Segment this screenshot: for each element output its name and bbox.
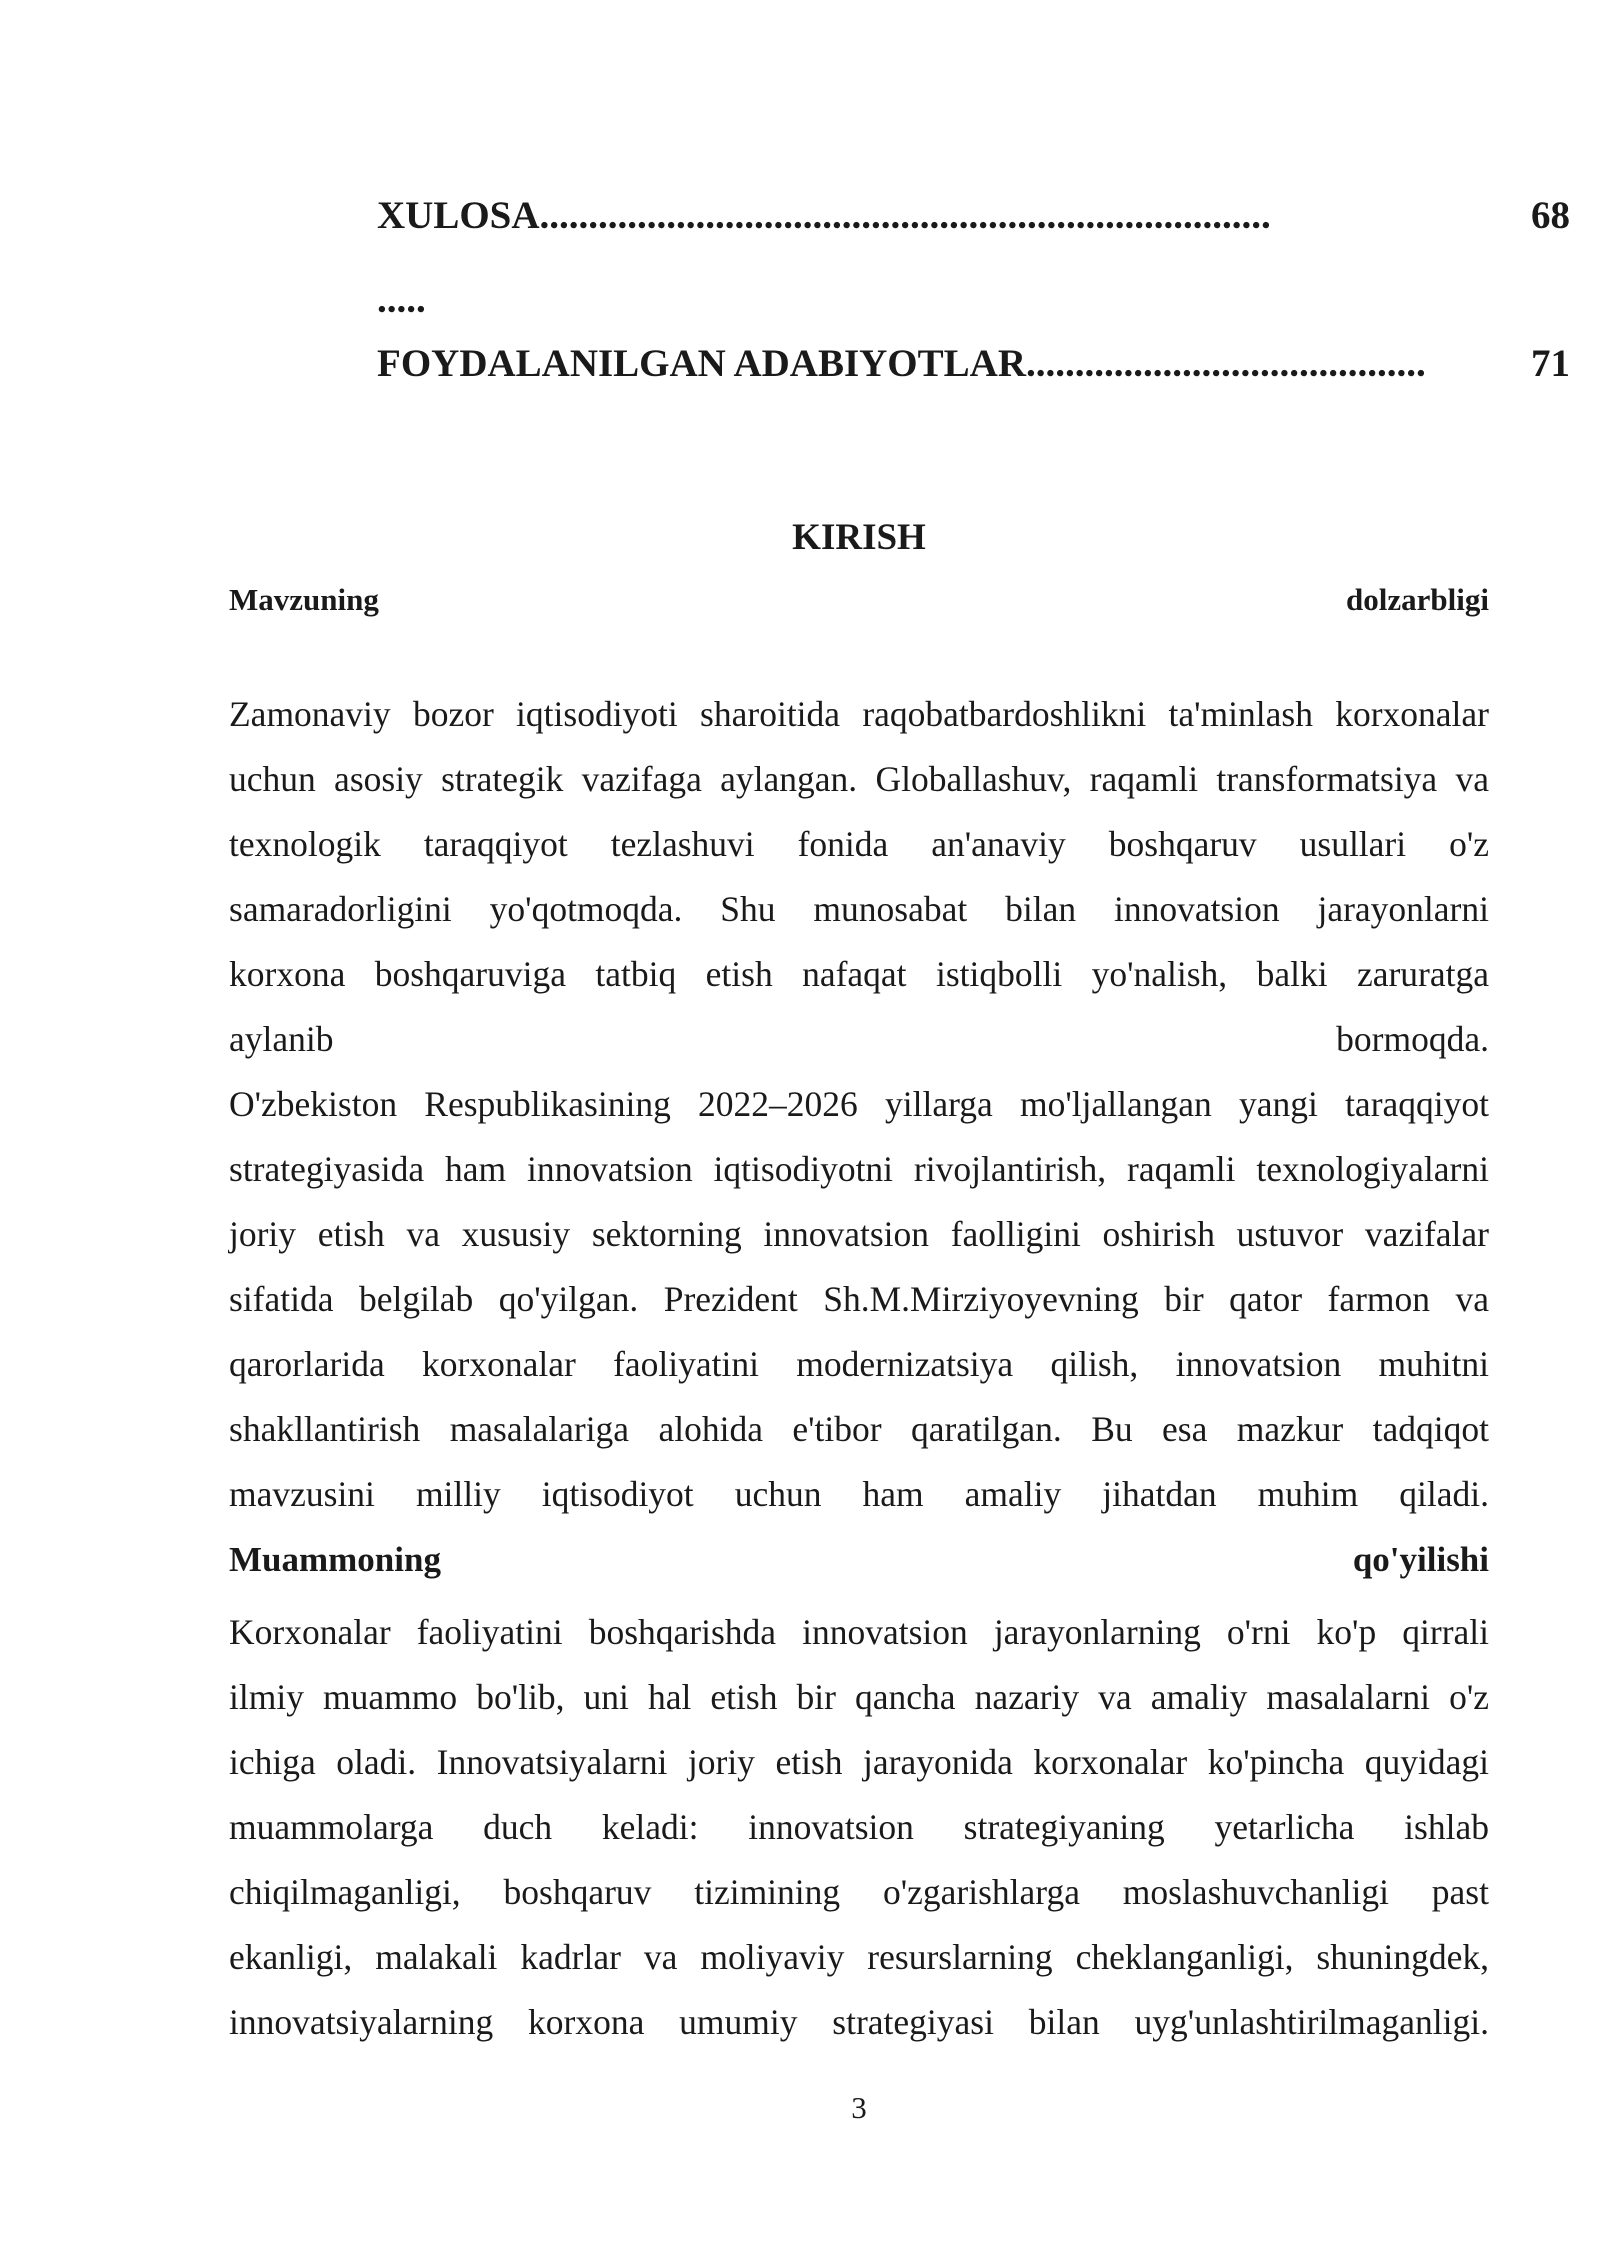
text-line: Zamonaviy bozor iqtisodiyoti sharoitida raqobatbardoshlikni ta'minlash korxonalar <box>229 694 1489 734</box>
text-line: O'zbekiston Respublikasining 2022–2026 yillarga mo'ljallangan yangi taraqqiyot <box>229 1084 1489 1124</box>
toc-entry-page-number: 71 <box>1531 342 1570 385</box>
text-line: ilmiy muammo bo'lib, uni hal etish bir qancha nazariy va amaliy masalalarni o'z <box>229 1677 1489 1717</box>
subheading-problem-statement <box>229 1535 1489 1585</box>
text-line: uchun asosiy strategik vazifaga aylangan. Globallashuv, raqamli transformatsiya va <box>229 759 1489 799</box>
toc-dots-continuation: ..... <box>377 278 426 321</box>
problem-paragraph <box>229 1600 1489 2055</box>
subheading-right: dolzarbligi <box>1346 582 1489 617</box>
text-line: Korxonalar faoliyatini boshqarishda innovatsion jarayonlarning o'rni ko'p qirrali <box>229 1612 1489 1652</box>
toc-entry-title: FOYDALANILGAN ADABIYOTLAR......................................... <box>377 342 1426 385</box>
subheading-right: qo'yilishi <box>1352 1540 1489 1579</box>
text-line: mavzusini milliy iqtisodiyot uchun ham amaliy jihatdan muhim qiladi. <box>229 1474 1489 1514</box>
text-line: samaradorligini yo'qotmoqda. Shu munosabat bilan innovatsion jarayonlarni <box>229 889 1489 929</box>
text-line: strategiyasida ham innovatsion iqtisodiyotni rivojlantirish, raqamli texnologiyalarni <box>229 1149 1489 1189</box>
section-heading: KIRISH <box>792 517 926 558</box>
toc-entry-xulosa[interactable] <box>377 186 1570 246</box>
toc-entry-foydalanilgan-adabiyotlar[interactable] <box>377 334 1570 394</box>
toc-entry-title: XULOSA........................................................................... <box>377 194 1271 237</box>
toc-entry-page-number: 68 <box>1531 194 1570 237</box>
text-line: shakllantirish masalalariga alohida e'tibor qaratilgan. Bu esa mazkur tadqiqot <box>229 1409 1489 1449</box>
page-number: 3 <box>851 2090 867 2125</box>
relevance-paragraph <box>229 682 1489 1527</box>
text-line: ekanligi, malakali kadrlar va moliyaviy resurslarning cheklanganligi, shuningdek, <box>229 1937 1489 1977</box>
subheading-left: Mavzuning <box>229 582 379 617</box>
text-line <box>229 1007 1489 1072</box>
text-line: muammolarga duch keladi: innovatsion strategiyaning yetarlicha ishlab <box>229 1807 1489 1847</box>
text-line: sifatida belgilab qo'yilgan. Prezident Sh.M.Mirziyoyevning bir qator farmon va <box>229 1279 1489 1319</box>
text-fragment-right: bormoqda. <box>1336 1019 1489 1059</box>
text-line: korxona boshqaruviga tatbiq etish nafaqat istiqbolli yo'nalish, balki zaruratga <box>229 954 1489 994</box>
subheading-left: Muammoning <box>229 1540 441 1579</box>
text-line: ichiga oladi. Innovatsiyalarni joriy etish jarayonida korxonalar ko'pincha quyidagi <box>229 1742 1489 1782</box>
text-line: chiqilmaganligi, boshqaruv tizimining o'zgarishlarga moslashuvchanligi past <box>229 1872 1489 1912</box>
text-line: qarorlarida korxonalar faoliyatini modernizatsiya qilish, innovatsion muhitni <box>229 1344 1489 1384</box>
text-line: joriy etish va xususiy sektorning innovatsion faolligini oshirish ustuvor vazifalar <box>229 1214 1489 1254</box>
text-line: texnologik taraqqiyot tezlashuvi fonida an'anaviy boshqaruv usullari o'z <box>229 824 1489 864</box>
text-line: innovatsiyalarning korxona umumiy strategiyasi bilan uyg'unlashtirilmaganligi. <box>229 2002 1489 2042</box>
text-fragment-left: aylanib <box>229 1019 334 1059</box>
subheading-topic-relevance <box>229 580 1489 620</box>
